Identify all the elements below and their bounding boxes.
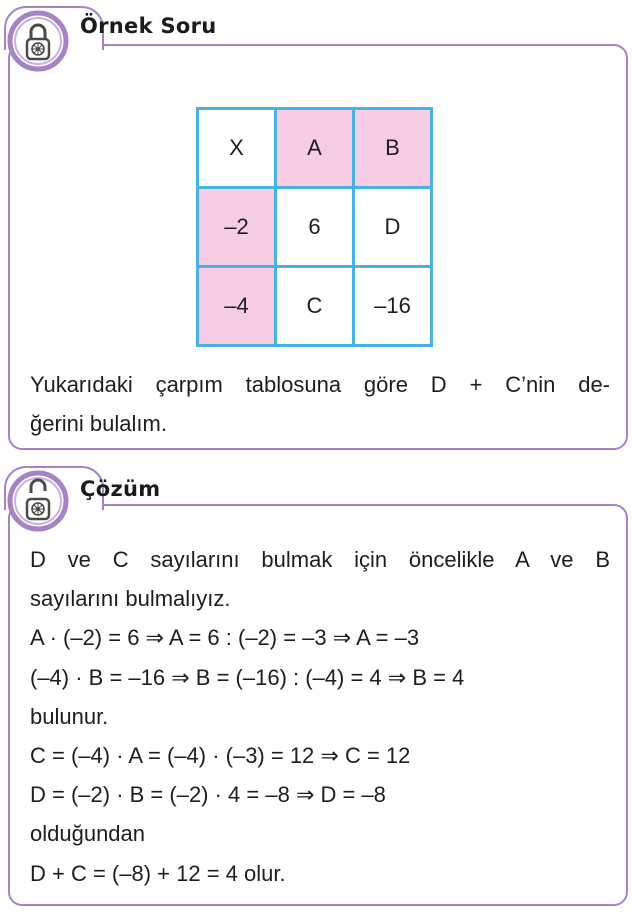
table-row [198, 188, 432, 267]
table-cell-row-header: –4 [198, 267, 276, 346]
table-cell-header-b: B [354, 109, 432, 188]
question-line: ğerini bulalım. [30, 411, 167, 437]
table-cell: 6 [276, 188, 354, 267]
solution-line: olduğundan [30, 821, 146, 847]
solution-line: C = (–4) · A = (–4) · (–3) = 12 ⇒ C = 12 [30, 742, 411, 768]
table-row [198, 267, 432, 346]
solution-line: sayılarını bulmalıyız. [30, 586, 231, 612]
multiplication-table [196, 107, 433, 347]
table-row [198, 109, 432, 188]
closed-padlock-icon [7, 10, 69, 72]
solution-line: D = (–2) · B = (–2) · 4 = –8 ⇒ D = –8 [30, 782, 386, 808]
solution-text [30, 540, 610, 893]
table-cell-header-x: X [198, 109, 276, 188]
solution-line: D + C = (–8) + 12 = 4 olur. [30, 860, 286, 886]
solution-line: bulunur. [30, 703, 109, 729]
table-cell-row-header: –2 [198, 188, 276, 267]
solution-line: (–4) · B = –16 ⇒ B = (–16) : (–4) = 4 ⇒ B = 4 [30, 664, 465, 690]
table-cell: –16 [354, 267, 432, 346]
example-heading: Örnek Soru [80, 14, 217, 38]
solution-line: A · (–2) = 6 ⇒ A = 6 : (–2) = –3 ⇒ A = –3 [30, 625, 420, 651]
table-cell: C [276, 267, 354, 346]
question-text [30, 365, 610, 443]
question-line: Yukarıdaki çarpım tablosuna göre D + C’nin de- [30, 372, 610, 397]
table-cell: D [354, 188, 432, 267]
solution-line: D ve C sayılarını bulmak için öncelikle A ve B [30, 547, 610, 572]
open-padlock-icon [7, 470, 69, 532]
solution-heading: Çözüm [80, 477, 161, 501]
table-cell-header-a: A [276, 109, 354, 188]
